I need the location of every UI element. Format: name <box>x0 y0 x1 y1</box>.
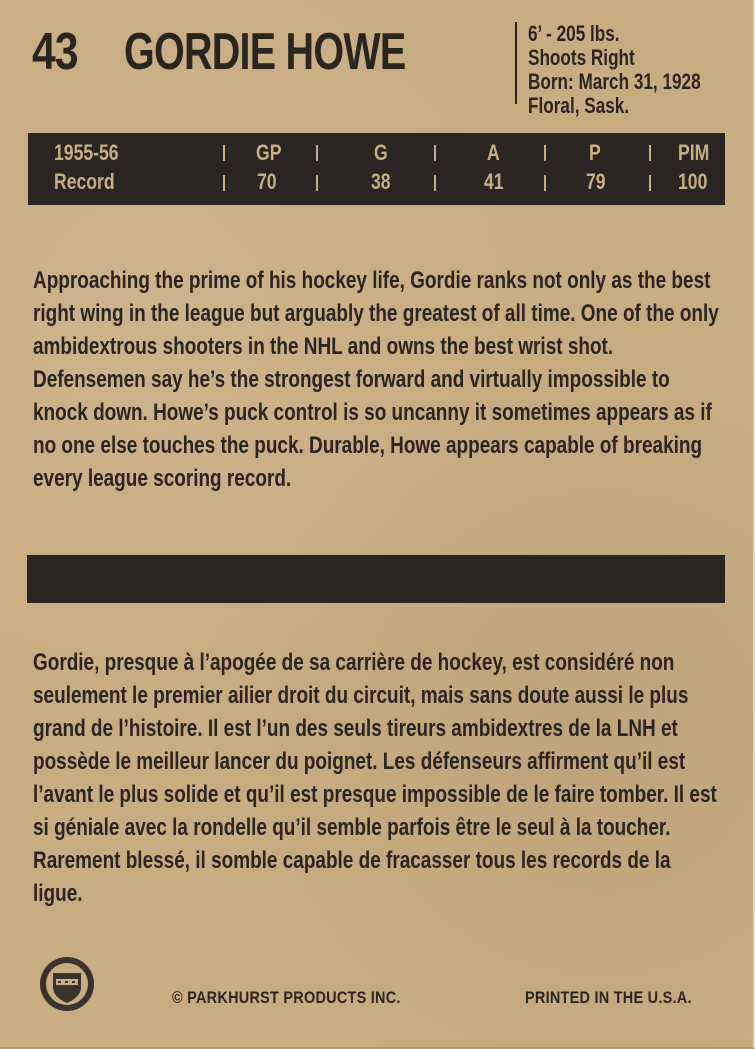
french-description <box>33 646 720 910</box>
stats-separator <box>649 145 651 161</box>
stats-header-g: G <box>374 140 388 165</box>
stats-header-pim: PIM <box>678 140 710 165</box>
stats-separator <box>544 175 546 191</box>
stats-value-pim: 100 <box>678 169 708 194</box>
stats-separator <box>434 145 436 161</box>
stats-season: 1955-56 <box>54 140 119 165</box>
english-text: Approaching the prime of his hockey life, Gordie ranks not only as the best right wing in the league but arguably the greatest of all time. One of the only ambidextrous shooters in the NHL and owns the best wrist shot. Defensemen say he’s the strongest forward and virtually impossible to knock down. Howe’s puck control is so uncanny it sometimes appears as if no one else touches the puck. Durable, Howe appears capable of breaking every league scoring record. <box>33 267 719 492</box>
stats-bar <box>28 133 725 205</box>
stats-separator <box>544 145 546 161</box>
player-bio <box>528 22 701 118</box>
stats-header-gp: GP <box>256 140 282 165</box>
stats-separator <box>223 145 225 161</box>
nhl-shield-icon <box>38 955 96 1013</box>
stats-separator <box>434 175 436 191</box>
stats-row-label: Record <box>54 169 115 194</box>
bio-shoots: Shoots Right <box>528 45 635 70</box>
printed-text: PRINTED IN THE U.S.A. <box>525 988 692 1007</box>
divider-bar <box>27 555 725 603</box>
stats-value-g: 38 <box>371 169 391 194</box>
french-text: Gordie, presque à l’apogée de sa carrière de hockey, est considéré non seulement le premier ailier droit du circuit, mais sans doute aussi le plus grand de l’histoire. Il est l’un des seuls tireurs ambidextres de la LNH et possède le meilleur lancer du poignet. Les défenseurs affirment qu’il est l’avant le plus solide et qu’il est presque impossible de le faire tomber. Il est si géniale avec la rondelle qu’il semble parfois être le seul à la toucher. Rarement blessé, il somble capable de fracasser tous les records de la ligue. <box>33 649 717 907</box>
stats-separator <box>316 145 318 161</box>
header-divider <box>515 22 517 104</box>
english-description <box>33 264 720 495</box>
stats-value-gp: 70 <box>257 169 277 194</box>
player-name: GORDIE HOWE <box>124 23 406 81</box>
bio-height-weight: 6’ - 205 lbs. <box>528 21 620 46</box>
stats-value-a: 41 <box>484 169 504 194</box>
stats-separator <box>223 175 225 191</box>
stats-separator <box>316 175 318 191</box>
card-number: 43 <box>32 23 78 81</box>
stats-header-p: P <box>589 140 601 165</box>
bio-hometown: Floral, Sask. <box>528 93 630 118</box>
stats-value-p: 79 <box>586 169 606 194</box>
bio-born: Born: March 31, 1928 <box>528 69 701 94</box>
copyright-text: © PARKHURST PRODUCTS INC. <box>172 988 401 1007</box>
stats-separator <box>649 175 651 191</box>
stats-header-a: A <box>487 140 500 165</box>
